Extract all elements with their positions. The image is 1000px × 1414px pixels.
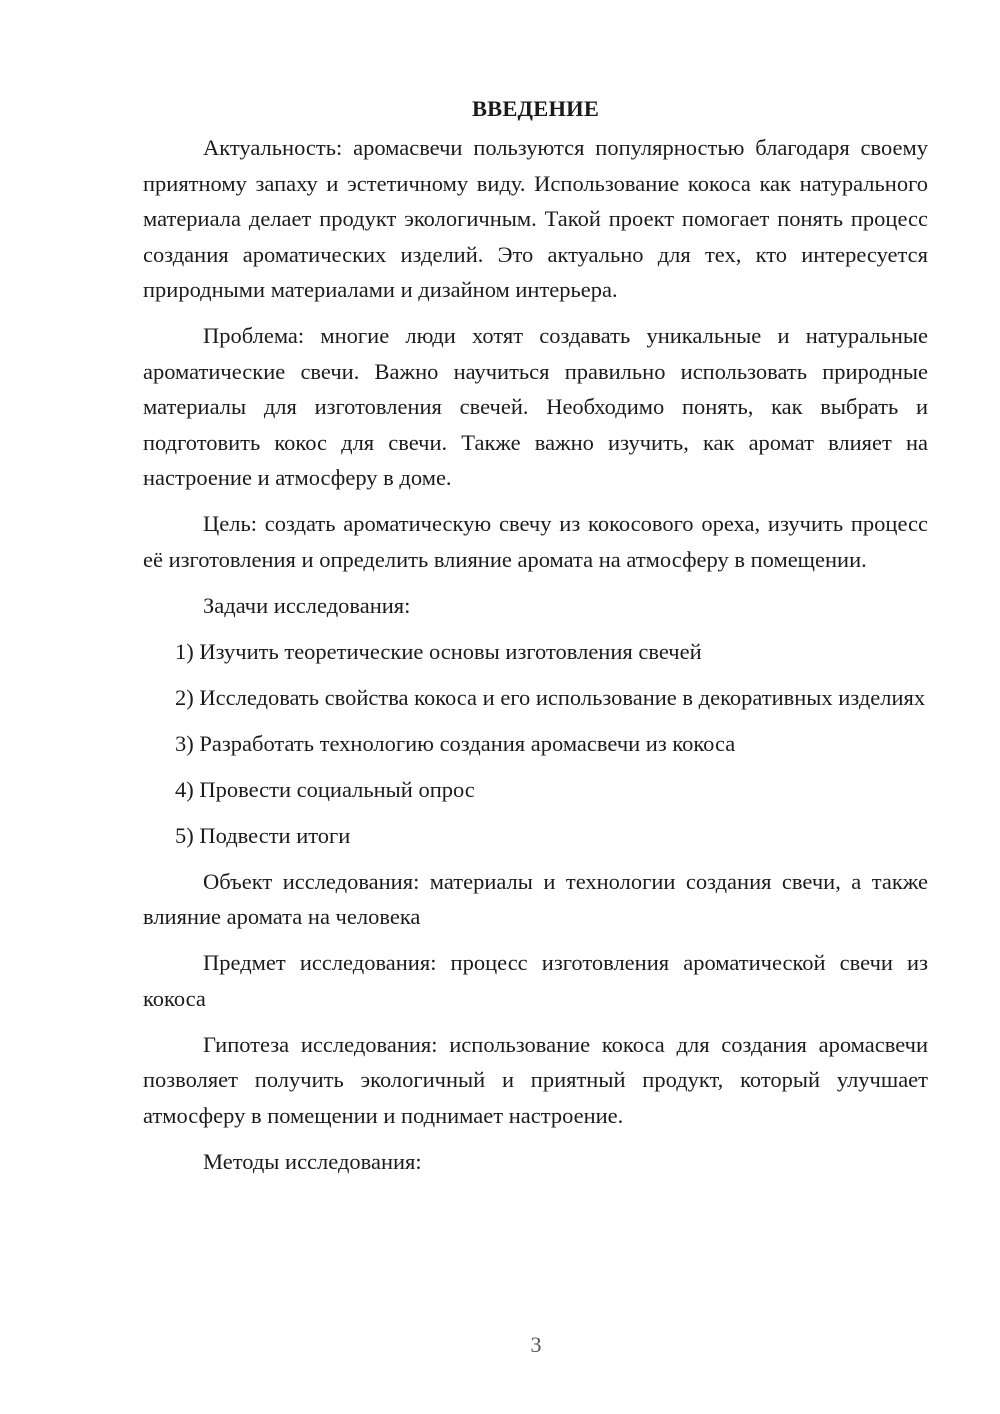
methods-heading: Методы исследования: (203, 1148, 422, 1174)
list-item: 1) Изучить теоретические основы изготовления свечей (175, 638, 702, 664)
page-title: ВВЕДЕНИЕ (471, 96, 600, 121)
paragraph-hypothesis: Гипотеза исследования: использование кокоса для создания аромасвечи позволяет получить экологичный и приятный продукт, который улучшает атмосферу в помещении и поднимает настроение. (143, 1031, 928, 1128)
tasks-list (143, 634, 928, 854)
paragraph-subject: Предмет исследования: процесс изготовления ароматической свечи из кокоса (143, 950, 928, 1011)
paragraph-problem: Проблема: многие люди хотят создавать уникальные и натуральные ароматические свечи. Важно научиться правильно использовать природные материалы для изготовления свечей. Необходимо понять, как выбрать и подготовить кокос для свечи. Также важно изучить, как аромат влияет на настроение и атмосферу в доме. (143, 323, 928, 490)
list-item: 2) Исследовать свойства кокоса и его использование в декоративных изделиях (175, 684, 926, 710)
list-item: 3) Разработать технологию создания аромасвечи из кокоса (175, 730, 736, 756)
list-item: 5) Подвести итоги (175, 822, 351, 848)
paragraph-object: Объект исследования: материалы и технологии создания свечи, а также влияние аромата на человека (143, 868, 928, 929)
paragraph-relevance: Актуальность: аромасвечи пользуются популярностью благодаря своему приятному запаху и эстетичному виду. Использование кокоса как натурального материала делает продукт экологичным. Такой проект помогает понять процесс создания ароматических изделий. Это актуально для тех, кто интересуется природными материалами и дизайном интерьера. (143, 135, 928, 302)
page-content (143, 92, 928, 1179)
tasks-heading: Задачи исследования: (203, 592, 411, 618)
list-item: 4) Провести социальный опрос (175, 776, 475, 802)
page-number: 3 (530, 1332, 542, 1357)
paragraph-goal: Цель: создать ароматическую свечу из кокосового ореха, изучить процесс её изготовления и определить влияние аромата на атмосферу в помещении. (143, 511, 928, 572)
